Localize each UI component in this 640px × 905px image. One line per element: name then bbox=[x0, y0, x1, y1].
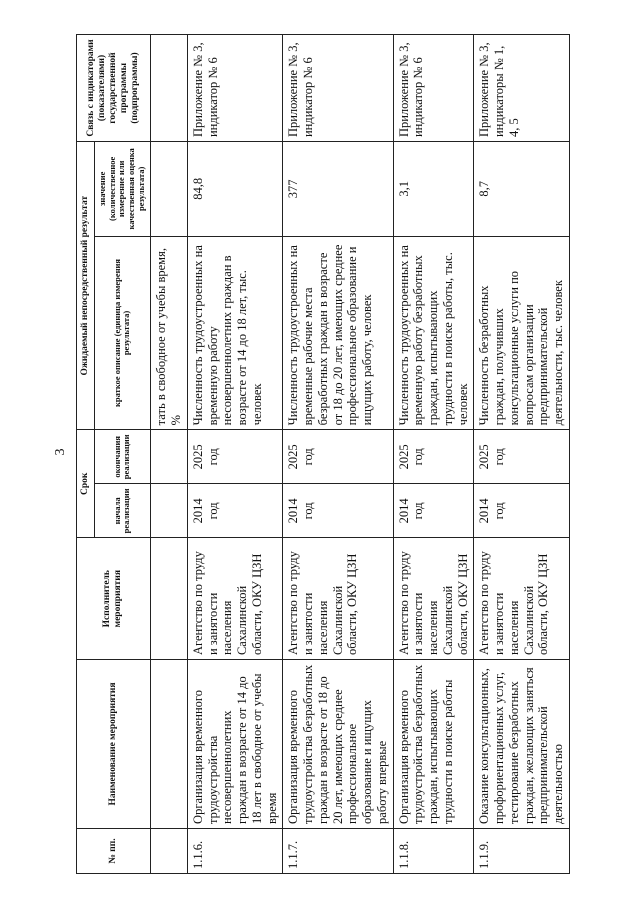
row-executor: Агентство по труду и занятости населения Сахалинской области, ОКУ ЦЗН bbox=[283, 538, 393, 660]
row-value: 377 bbox=[283, 142, 393, 237]
row-name: Организация временного трудоустройства безработных граждан в возрасте от 18 до 20 лет, имеющих среднее профессиональное образование и ищущих работу впервые bbox=[283, 660, 393, 829]
table-row bbox=[187, 35, 283, 874]
continuation-row bbox=[150, 35, 187, 874]
row-executor: Агентство по труду и занятости населения Сахалинской области, ОКУ ЦЗН bbox=[187, 538, 283, 660]
header-executor: Исполнитель мероприятия bbox=[77, 538, 151, 660]
header-term-start: начала реализации bbox=[94, 484, 150, 538]
row-value: 3,1 bbox=[393, 142, 474, 237]
table-row bbox=[393, 35, 474, 874]
cont-cell bbox=[150, 35, 187, 142]
row-link: Приложение № 3, индикатор № 6 bbox=[283, 35, 393, 142]
row-name: Организация временного трудоустройства несовершеннолетних граждан в возрасте от 14 до 18 лет в свободное от учебы время bbox=[187, 660, 283, 829]
measures-table bbox=[76, 34, 570, 874]
header-result-value: значение (количественное измерение или качественная оценка результата) bbox=[94, 142, 150, 237]
rotated-page bbox=[50, 22, 590, 882]
row-end: 2025 год bbox=[187, 430, 283, 484]
row-num: 1.1.9. bbox=[474, 828, 570, 873]
row-start: 2014 год bbox=[393, 484, 474, 538]
row-end: 2025 год bbox=[393, 430, 474, 484]
row-executor: Агентство по труду и занятости населения Сахалинской области, ОКУ ЦЗН bbox=[474, 538, 570, 660]
table-row bbox=[283, 35, 393, 874]
row-name: Оказание консультационных, профориентационных услуг, тестирование безработных граждан, желающих заняться предпринимательской деятельностью bbox=[474, 660, 570, 829]
row-executor: Агентство по труду и занятости населения Сахалинской области, ОКУ ЦЗН bbox=[393, 538, 474, 660]
row-value: 84,8 bbox=[187, 142, 283, 237]
row-result-desc: Численность трудоустроенных на временную работу несовершеннолетних граждан в возрасте от 14 до 18 лет, тыс. человек bbox=[187, 236, 283, 430]
page-number: 3 bbox=[53, 448, 68, 456]
header-row bbox=[77, 35, 95, 874]
row-num: 1.1.7. bbox=[283, 828, 393, 873]
row-link: Приложение № 3, индикатор № 6 bbox=[187, 35, 283, 142]
header-name: Наименование мероприятия bbox=[77, 660, 151, 829]
cont-cell bbox=[150, 828, 187, 873]
row-start: 2014 год bbox=[283, 484, 393, 538]
row-link: Приложение № 3, индикатор № 6 bbox=[393, 35, 474, 142]
header-result-desc: краткое описание (единица измерения результата) bbox=[94, 236, 150, 430]
cont-cell bbox=[150, 484, 187, 538]
row-name: Организация временного трудоустройства безработных граждан, испытывающих трудности в поиске работы bbox=[393, 660, 474, 829]
row-start: 2014 год bbox=[474, 484, 570, 538]
cont-cell bbox=[150, 430, 187, 484]
header-num: № пп. bbox=[77, 828, 151, 873]
row-link: Приложение № 3, индикаторы № 1, 4, 5 bbox=[474, 35, 570, 142]
header-link: Связь с индикаторами (показателями) государственной программы (подпрограммы) bbox=[77, 35, 151, 142]
cont-cell bbox=[150, 538, 187, 660]
header-term: Срок bbox=[77, 430, 95, 538]
row-num: 1.1.8. bbox=[393, 828, 474, 873]
header-result: Ожидаемый непосредственный результат bbox=[77, 142, 95, 430]
row-num: 1.1.6. bbox=[187, 828, 283, 873]
cont-cell bbox=[150, 142, 187, 237]
row-result-desc: Численность трудоустроенных на временные рабочие места безработных граждан в возрасте от 18 до 20 лет, имеющих среднее профессиональное образование и ищущих работу, человек bbox=[283, 236, 393, 430]
cont-result-desc: тать в свободное от учебы время, % bbox=[150, 236, 187, 430]
row-result-desc: Численность трудоустроенных на временную работу безработных граждан, испытывающих трудности в поиске работы, тыс. человек bbox=[393, 236, 474, 430]
row-result-desc: Численность безработных граждан, получивших консультационные услуги по вопросам организации предпринимательской деятельности, тыс. человек bbox=[474, 236, 570, 430]
header-term-end: окончания реализации bbox=[94, 430, 150, 484]
row-start: 2014 год bbox=[187, 484, 283, 538]
row-value: 8,7 bbox=[474, 142, 570, 237]
cont-cell bbox=[150, 660, 187, 829]
table-row bbox=[474, 35, 570, 874]
row-end: 2025 год bbox=[283, 430, 393, 484]
row-end: 2025 год bbox=[474, 430, 570, 484]
